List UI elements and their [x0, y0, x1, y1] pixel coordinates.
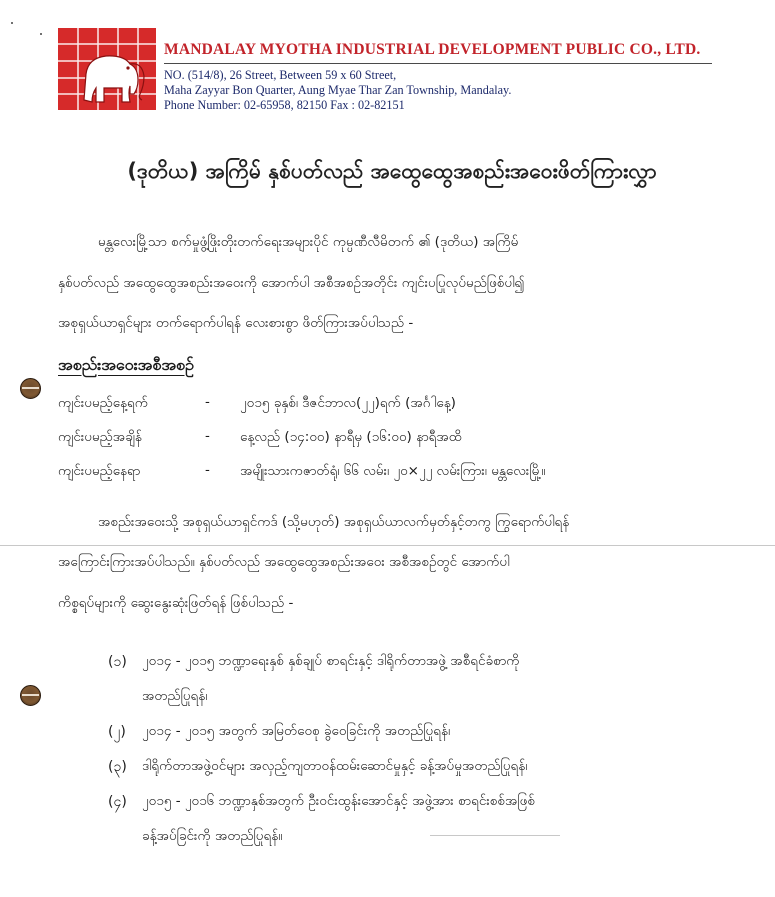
intro-line-2: နှစ်ပတ်လည် အထွေထွေအစည်းအဝေးကို အောက်ပါ အစီအစဉ်အတိုင်း ကျင်းပပြုလုပ်မည်ဖြစ်ပါ၍ [58, 275, 525, 291]
detail-time-label: ကျင်းပမည့်အချိန် [58, 429, 142, 445]
punch-hole-icon [20, 685, 41, 706]
paper-speck [11, 22, 13, 24]
company-name: MANDALAY MYOTHA INDUSTRIAL DEVELOPMENT PUBLIC CO., LTD. [164, 41, 701, 58]
agenda-heading: အစည်းအဝေးအစီအစဉ် [58, 355, 194, 374]
detail-venue-label: ကျင်းပမည့်နေရာ [58, 463, 141, 479]
letterhead-rule [164, 63, 712, 64]
item-number: (၄) [108, 794, 127, 810]
address-line-2: Maha Zayyar Bon Quarter, Aung Myae Thar Zan Township, Mandalay. [164, 83, 512, 97]
paper-speck [40, 33, 42, 35]
detail-venue-dash: - [205, 462, 210, 478]
item-text-line: ၂၀၁၄ - ၂၀၁၅ အတွက် အမြတ်ဝေစု ခွဲဝေခြင်းကို အတည်ပြုရန်၊ [142, 723, 451, 739]
item-text-line: အတည်ပြုရန်၊ [142, 688, 208, 704]
notice-line-3: ကိစ္စရပ်များကို ဆွေးနွေးဆုံးဖြတ်ရန် ဖြစ်ပါသည် - [58, 595, 294, 611]
notice-line-1: အစည်းအဝေးသို့ အစုရှယ်ယာရှင်ကဒ် (သို့မဟုတ်) အစုရှယ်ယာလက်မှတ်နှင့်တကွ ကြွရောက်ပါရန် [98, 514, 570, 530]
paper-fold-line [430, 835, 560, 836]
phone-fax-line: Phone Number: 02-65958, 82150 Fax : 02-82151 [164, 98, 405, 112]
detail-date-dash: - [205, 394, 210, 410]
item-text-line: ၂၀၁၅ - ၂၀၁၆ ဘဏ္ဍာနှစ်အတွက် ဦးဝင်းထွန်းအောင်နှင့် အဖွဲ့အား စာရင်းစစ်အဖြစ် [142, 793, 535, 809]
item-text-line: ၂၀၁၄ - ၂၀၁၅ ဘဏ္ဍာရေးနှစ် နှစ်ချုပ် စာရင်းနှင့် ဒါရိုက်တာအဖွဲ့ အစီရင်ခံစာကို [142, 653, 520, 669]
item-number: (၁) [108, 654, 127, 670]
paper-fold-line [0, 545, 775, 546]
intro-line-3: အစုရှယ်ယာရှင်များ တက်ရောက်ပါရန် လေးစားစွာ ဖိတ်ကြားအပ်ပါသည် - [58, 315, 414, 331]
document-title: (ဒုတိယ) အကြိမ် နှစ်ပတ်လည် အထွေထွေအစည်းအဝေးဖိတ်ကြားလွှာ [127, 159, 657, 183]
detail-date-label: ကျင်းပမည့်နေ့ရက် [58, 395, 149, 411]
intro-line-1: မန္တလေးမြို့သာ စက်မှုဖွံ့ဖြိုးတိုးတက်ရေးအများပိုင် ကုမ္ပဏီလီမိတက် ၏ (ဒုတိယ) အကြိမ် [98, 234, 519, 250]
item-text-line: ဒါရိုက်တာအဖွဲ့ဝင်များ အလှည့်ကျတာဝန်ထမ်းဆောင်မှုနှင့် ခန့်အပ်မှုအတည်ပြုရန်၊ [142, 758, 528, 774]
company-address [164, 68, 511, 113]
punch-hole-icon [20, 378, 41, 399]
notice-line-2: အကြောင်းကြားအပ်ပါသည်။ နှစ်ပတ်လည် အထွေထွေအစည်းအဝေး အစီအစဉ်တွင် အောက်ပါ [58, 554, 510, 570]
detail-time-dash: - [205, 428, 210, 444]
address-line-1: NO. (514/8), 26 Street, Between 59 x 60 Street, [164, 68, 397, 82]
detail-date-value: ၂၀၁၅ ခုနှစ်၊ ဒီဇင်ဘာလ(၂၂)ရက် (အင်္ဂါနေ့) [240, 395, 456, 411]
detail-venue-value: အမျိုးသားကဇာတ်ရုံ၊ ၆၆ လမ်း၊ ၂၀×၂၂ လမ်းကြား၊ မန္တလေးမြို့။ [240, 463, 546, 479]
item-number: (၃) [108, 759, 127, 775]
company-logo-elephant-icon [58, 28, 156, 110]
item-number: (၂) [108, 724, 126, 740]
item-text-line: ခန့်အပ်ခြင်းကို အတည်ပြုရန်။ [142, 828, 283, 844]
detail-time-value: နေ့လည် (၁၄:၀၀) နာရီမှ (၁၆:၀၀) နာရီအထိ [240, 429, 462, 445]
